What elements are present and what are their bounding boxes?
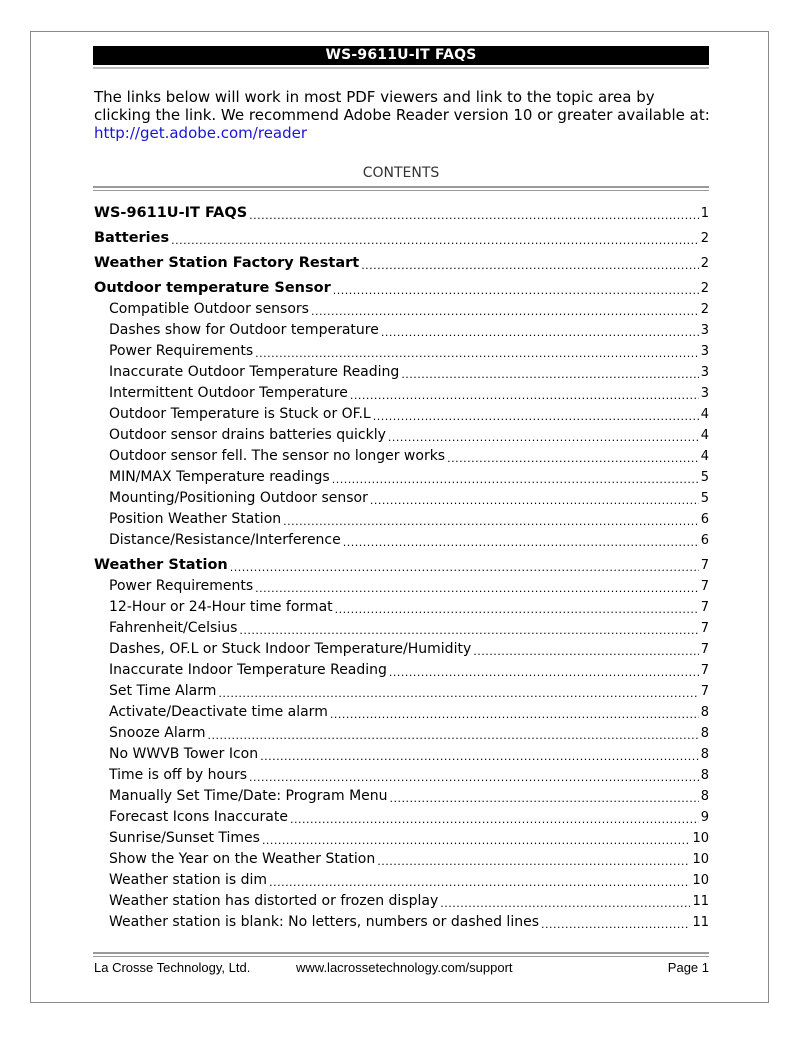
toc-entry[interactable] — [94, 486, 709, 507]
toc-entry-title: Time is off by hours — [109, 767, 247, 783]
toc-entry-page: 10 — [692, 852, 709, 867]
toc-entry-title: Snooze Alarm — [109, 725, 206, 741]
toc-entry[interactable] — [94, 402, 709, 423]
toc-entry[interactable] — [94, 272, 709, 297]
toc-entry-page: 7 — [700, 600, 709, 615]
toc-dot-leader — [335, 603, 699, 616]
toc-dot-leader — [208, 729, 699, 742]
contents-rule-top — [93, 186, 709, 188]
toc-dot-leader — [541, 918, 690, 931]
toc-dot-leader — [260, 750, 699, 763]
toc-entry-title: No WWVB Tower Icon — [109, 746, 259, 762]
toc-entry-title: Weather Station — [94, 557, 228, 573]
toc-entry-title: Batteries — [94, 230, 170, 246]
toc-entry-title: Sunrise/Sunset Times — [109, 830, 260, 846]
intro-text: The links below will work in most PDF viewers and link to the topic area by clicking the link. We recommend Adobe Reader version 10 or greater available at: — [94, 88, 710, 124]
toc-entry-page: 1 — [700, 206, 709, 221]
toc-entry-title: Weather Station Factory Restart — [94, 255, 360, 271]
toc-entry-page: 8 — [700, 726, 709, 741]
footer-company: La Crosse Technology, Ltd. — [94, 960, 251, 975]
toc-entry-title: Dashes show for Outdoor temperature — [109, 322, 379, 338]
toc-entry-title: Mounting/Positioning Outdoor sensor — [109, 490, 368, 506]
toc-entry-page: 7 — [700, 684, 709, 699]
toc-dot-leader — [290, 813, 699, 826]
toc-dot-leader — [389, 666, 699, 679]
toc-dot-leader — [332, 473, 699, 486]
toc-entry[interactable] — [94, 826, 709, 847]
toc-entry[interactable] — [94, 805, 709, 826]
toc-entry-title: Position Weather Station — [109, 511, 282, 527]
toc-entry[interactable] — [94, 528, 709, 549]
toc-dot-leader — [171, 234, 699, 247]
toc-dot-leader — [390, 792, 699, 805]
toc-dot-leader — [218, 687, 698, 700]
toc-entry-page: 3 — [700, 344, 709, 359]
toc-entry-page: 2 — [700, 281, 709, 296]
intro-paragraph — [94, 88, 714, 142]
toc-entry-page: 5 — [700, 491, 709, 506]
toc-entry-title: MIN/MAX Temperature readings — [109, 469, 330, 485]
toc-entry-title: Forecast Icons Inaccurate — [109, 809, 288, 825]
toc-entry-title: Outdoor temperature Sensor — [94, 280, 331, 296]
toc-entry-title: Weather station is dim — [109, 872, 268, 888]
toc-entry-title: Outdoor Temperature is Stuck or OF.L — [109, 406, 371, 422]
contents-rule-bottom-thin — [93, 956, 709, 957]
toc-dot-leader — [255, 582, 699, 595]
toc-dot-leader — [381, 326, 699, 339]
toc-entry[interactable] — [94, 318, 709, 339]
toc-entry-title: Compatible Outdoor sensors — [109, 301, 309, 317]
toc-entry[interactable] — [94, 423, 709, 444]
toc-entry-page: 2 — [700, 256, 709, 271]
table-of-contents — [94, 197, 709, 931]
toc-entry-page: 8 — [700, 747, 709, 762]
toc-entry[interactable] — [94, 222, 709, 247]
toc-dot-leader — [361, 259, 699, 272]
adobe-reader-link[interactable]: http://get.adobe.com/reader — [94, 124, 308, 142]
toc-entry[interactable] — [94, 360, 709, 381]
toc-dot-leader — [473, 645, 698, 658]
toc-entry[interactable] — [94, 700, 709, 721]
toc-dot-leader — [343, 536, 699, 549]
toc-entry-title: Distance/Resistance/Interference — [109, 532, 341, 548]
toc-dot-leader — [373, 410, 699, 423]
toc-entry[interactable] — [94, 616, 709, 637]
toc-entry-title: Inaccurate Outdoor Temperature Reading — [109, 364, 400, 380]
toc-dot-leader — [249, 771, 699, 784]
toc-entry-page: 9 — [700, 810, 709, 825]
toc-dot-leader — [283, 515, 699, 528]
toc-entry-page: 7 — [700, 558, 709, 573]
toc-entry-page: 3 — [700, 386, 709, 401]
toc-entry-title: Weather station has distorted or frozen display — [109, 893, 439, 909]
toc-entry-page: 6 — [700, 533, 709, 548]
toc-entry[interactable] — [94, 910, 709, 931]
contents-heading: CONTENTS — [362, 165, 440, 181]
toc-entry[interactable] — [94, 574, 709, 595]
toc-dot-leader — [262, 834, 691, 847]
toc-entry-title: Intermittent Outdoor Temperature — [109, 385, 348, 401]
toc-entry[interactable] — [94, 742, 709, 763]
toc-entry[interactable] — [94, 247, 709, 272]
toc-dot-leader — [350, 389, 699, 402]
document-title: WS-9611U-IT FAQS — [93, 46, 709, 65]
toc-entry[interactable] — [94, 297, 709, 318]
toc-dot-leader — [269, 876, 690, 889]
toc-entry-page: 3 — [700, 365, 709, 380]
toc-entry[interactable] — [94, 507, 709, 528]
toc-dot-leader — [239, 624, 698, 637]
toc-dot-leader — [330, 708, 699, 721]
toc-entry-page: 8 — [700, 705, 709, 720]
toc-entry-page: 4 — [700, 449, 709, 464]
toc-entry-title: Set Time Alarm — [109, 683, 217, 699]
toc-entry[interactable] — [94, 381, 709, 402]
toc-entry[interactable] — [94, 339, 709, 360]
toc-entry[interactable] — [94, 595, 709, 616]
toc-entry[interactable] — [94, 679, 709, 700]
toc-dot-leader — [230, 561, 699, 574]
title-underline — [93, 67, 709, 69]
toc-entry-page: 2 — [700, 231, 709, 246]
toc-entry[interactable] — [94, 197, 709, 222]
toc-entry[interactable] — [94, 847, 709, 868]
toc-entry[interactable] — [94, 868, 709, 889]
toc-entry-page: 11 — [692, 894, 709, 909]
toc-entry-title: Fahrenheit/Celsius — [109, 620, 238, 636]
toc-entry-title: Outdoor sensor drains batteries quickly — [109, 427, 386, 443]
toc-entry-page: 7 — [700, 642, 709, 657]
toc-entry-page: 5 — [700, 470, 709, 485]
toc-dot-leader — [370, 494, 699, 507]
toc-entry-page: 4 — [700, 428, 709, 443]
contents-rule-top-thin — [93, 190, 709, 191]
toc-entry-title: Show the Year on the Weather Station — [109, 851, 376, 867]
toc-entry-page: 4 — [700, 407, 709, 422]
toc-entry-page: 11 — [692, 915, 709, 930]
toc-dot-leader — [255, 347, 699, 360]
toc-entry[interactable] — [94, 465, 709, 486]
toc-entry-page: 8 — [700, 789, 709, 804]
footer-url: www.lacrossetechnology.com/support — [296, 960, 513, 975]
toc-entry-title: Power Requirements — [109, 343, 254, 359]
toc-entry-page: 7 — [700, 663, 709, 678]
toc-entry[interactable] — [94, 637, 709, 658]
toc-entry[interactable] — [94, 889, 709, 910]
toc-entry-title: Dashes, OF.L or Stuck Indoor Temperature/Humidity — [109, 641, 472, 657]
toc-entry-title: Inaccurate Indoor Temperature Reading — [109, 662, 387, 678]
toc-entry-title: 12-Hour or 24-Hour time format — [109, 599, 333, 615]
toc-entry[interactable] — [94, 549, 709, 574]
toc-entry-title: Activate/Deactivate time alarm — [109, 704, 328, 720]
toc-entry[interactable] — [94, 444, 709, 465]
toc-entry-title: WS-9611U-IT FAQS — [94, 205, 248, 221]
toc-entry[interactable] — [94, 784, 709, 805]
toc-dot-leader — [249, 209, 699, 222]
toc-entry-title: Weather station is blank: No letters, numbers or dashed lines — [109, 914, 539, 930]
toc-entry-title: Manually Set Time/Date: Program Menu — [109, 788, 388, 804]
contents-rule-bottom — [93, 952, 709, 954]
toc-dot-leader — [388, 431, 699, 444]
toc-entry-page: 7 — [700, 621, 709, 636]
toc-dot-leader — [333, 284, 699, 297]
toc-dot-leader — [311, 305, 699, 318]
toc-entry-page: 10 — [692, 831, 709, 846]
toc-entry-page: 3 — [700, 323, 709, 338]
toc-entry-page: 6 — [700, 512, 709, 527]
toc-entry[interactable] — [94, 721, 709, 742]
toc-entry-title: Power Requirements — [109, 578, 254, 594]
toc-entry-page: 7 — [700, 579, 709, 594]
toc-entry[interactable] — [94, 763, 709, 784]
toc-entry[interactable] — [94, 658, 709, 679]
toc-entry-page: 10 — [692, 873, 709, 888]
toc-entry-title: Outdoor sensor fell. The sensor no longer works — [109, 448, 446, 464]
toc-dot-leader — [447, 452, 699, 465]
toc-entry-page: 2 — [700, 302, 709, 317]
footer-page-number: Page 1 — [667, 960, 709, 975]
toc-dot-leader — [440, 897, 690, 910]
toc-dot-leader — [377, 855, 690, 868]
toc-entry-page: 8 — [700, 768, 709, 783]
toc-dot-leader — [401, 368, 698, 381]
